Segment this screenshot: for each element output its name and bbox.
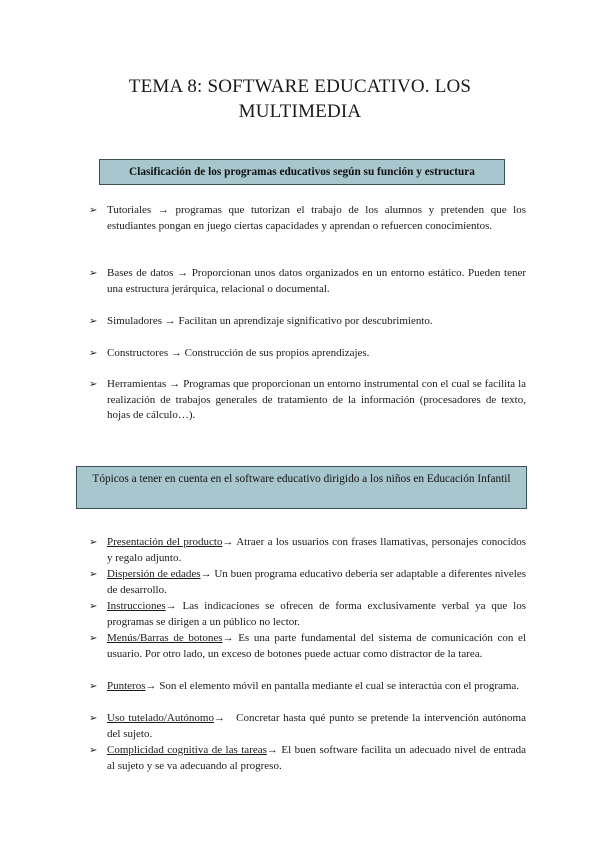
item-text: Construcción de sus propios aprendizajes. bbox=[184, 347, 370, 359]
list-item bbox=[89, 567, 526, 598]
list-item bbox=[89, 314, 526, 330]
list-item bbox=[89, 535, 526, 566]
bullet-icon: ➢ bbox=[89, 205, 98, 216]
title-line-2: MULTIMEDIA bbox=[238, 101, 362, 122]
item-term: Instrucciones bbox=[107, 600, 166, 612]
item-text: Un buen programa educativo debería ser adaptable a diferentes niveles de desarrollo. bbox=[107, 568, 526, 596]
item-text: programas que tutorizan el trabajo de los alumnos y pretenden que los estudiantes pongan en juego ciertas capacidades y aprendan o refuercen conocimientos. bbox=[107, 204, 527, 232]
page-title bbox=[60, 74, 540, 124]
item-term: Uso tutelado/Autónomo bbox=[107, 712, 214, 724]
item-text: Las indicaciones se ofrecen de forma exclusivamente verbal ya que los programas se dirigen a un público no lector. bbox=[107, 600, 527, 628]
item-text: Facilitan un aprendizaje significativo por descubrimiento. bbox=[178, 315, 433, 327]
bullet-icon: ➢ bbox=[89, 745, 98, 756]
item-term: Herramientas bbox=[107, 378, 167, 390]
arrow-icon: → bbox=[157, 204, 169, 216]
bullet-icon: ➢ bbox=[89, 537, 98, 548]
item-text: Atraer a los usuarios con frases llamativas, personajes conocidos y regalo adjunto. bbox=[107, 536, 526, 564]
bullet-icon: ➢ bbox=[89, 268, 98, 279]
arrow-icon: → bbox=[169, 378, 181, 390]
list-item bbox=[89, 346, 526, 362]
bullet-icon: ➢ bbox=[89, 348, 98, 359]
arrow-icon: → bbox=[222, 536, 234, 548]
arrow-icon: → bbox=[170, 347, 182, 359]
item-term: Constructores bbox=[107, 347, 169, 359]
list-item bbox=[89, 679, 526, 695]
arrow-icon: → bbox=[165, 600, 177, 612]
bullet-icon: ➢ bbox=[89, 681, 98, 692]
item-term: Dispersión de edades bbox=[107, 568, 201, 580]
arrow-icon: → bbox=[200, 568, 212, 580]
item-text: Programas que proporcionan un entorno instrumental con el cual se facilita la realización de trabajos generales de tratamiento de la información (procesadores de texto, hojas de cálculo…). bbox=[107, 378, 527, 422]
bullet-icon: ➢ bbox=[89, 379, 98, 390]
item-term: Punteros bbox=[107, 680, 146, 692]
bullet-icon: ➢ bbox=[89, 569, 98, 580]
arrow-icon: → bbox=[177, 267, 189, 279]
item-text: El buen software facilita un adecuado nivel de entrada al sujeto y se va adecuando al progreso. bbox=[107, 744, 527, 772]
item-term: Bases de datos bbox=[107, 267, 174, 279]
item-term: Simuladores bbox=[107, 315, 162, 327]
item-text: Concretar hasta qué punto se pretende la intervención autónoma del sujeto. bbox=[107, 712, 526, 740]
bullet-icon: ➢ bbox=[89, 633, 98, 644]
arrow-icon: → bbox=[222, 632, 234, 644]
item-term: Tutoriales bbox=[107, 204, 152, 216]
list-item bbox=[89, 711, 526, 742]
item-term: Presentación del producto bbox=[107, 536, 223, 548]
item-term: Menús/Barras de botones bbox=[107, 632, 223, 644]
bullet-icon: ➢ bbox=[89, 713, 98, 724]
list-item bbox=[89, 266, 526, 297]
arrow-icon: → bbox=[266, 744, 278, 756]
item-text: Proporcionan unos datos organizados en un entorno estático. Pueden tener una estructura jerárquica, relacional o documental. bbox=[107, 267, 527, 295]
item-text: Es una parte fundamental del sistema de comunicación con el usuario. Por otro lado, un exceso de botones puede actuar como distractor de la tarea. bbox=[107, 632, 526, 660]
section2-heading: Tópicos a tener en cuenta en el software educativo dirigido a los niños en Educación Infantil bbox=[76, 466, 527, 509]
list-item bbox=[89, 377, 526, 424]
list-item bbox=[89, 203, 526, 234]
section1-heading: Clasificación de los programas educativos según su función y estructura bbox=[99, 159, 505, 185]
item-term: Complicidad cognitiva de las tareas bbox=[107, 744, 267, 756]
list-item bbox=[89, 631, 526, 662]
list-item bbox=[89, 743, 526, 774]
list-item bbox=[89, 599, 526, 630]
item-text: Son el elemento móvil en pantalla mediante el cual se interactúa con el programa. bbox=[159, 680, 520, 692]
arrow-icon: → bbox=[213, 712, 225, 724]
arrow-icon: → bbox=[145, 680, 157, 692]
title-line-1: TEMA 8: SOFTWARE EDUCATIVO. LOS bbox=[128, 76, 472, 97]
arrow-icon: → bbox=[164, 315, 176, 327]
bullet-icon: ➢ bbox=[89, 601, 98, 612]
bullet-icon: ➢ bbox=[89, 316, 98, 327]
